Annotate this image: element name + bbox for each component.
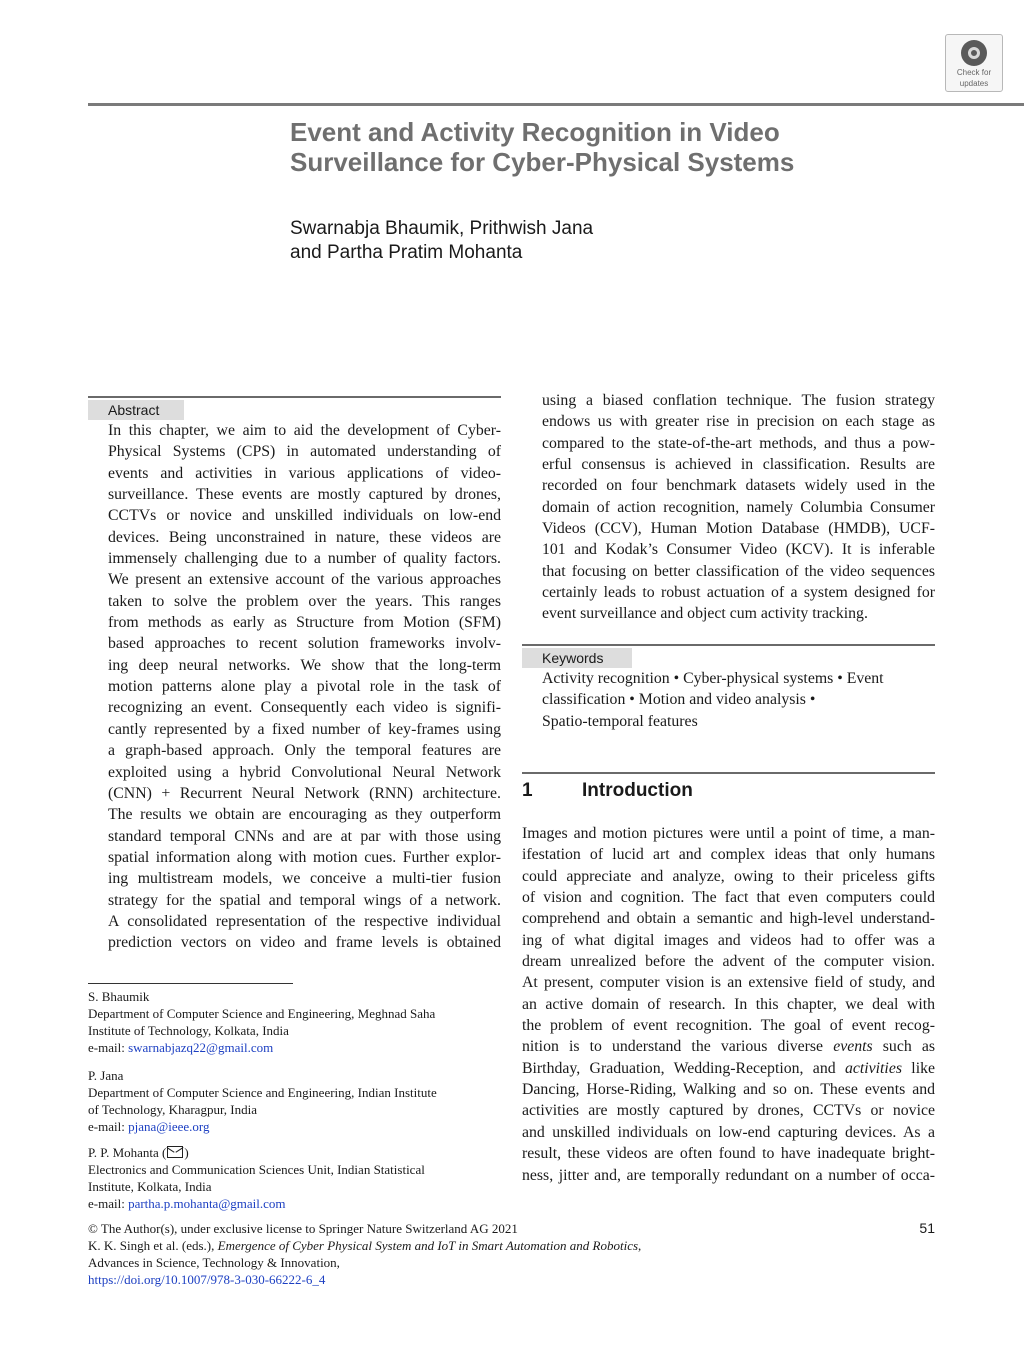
affiliation-dept: Department of Computer Science and Engineering, Meghnad Saha: [88, 1006, 436, 1021]
intro-line: ifestation of lucid art and complex ideas that only humans: [522, 846, 935, 864]
series-line: Advances in Science, Technology & Innovation,: [88, 1255, 340, 1270]
abstract-line: motion patterns alone play a pivotal role in the task of: [108, 678, 501, 696]
affiliation-dept: Department of Computer Science and Engineering, Indian Institute: [88, 1085, 437, 1100]
intro-line: and unskilled individuals on low-end capturing devices. As a: [522, 1123, 935, 1141]
email-link[interactable]: partha.p.mohanta@gmail.com: [128, 1196, 286, 1211]
check-for-updates-badge[interactable]: [945, 34, 1003, 92]
title-line: Surveillance for Cyber-Physical Systems: [290, 147, 795, 177]
email-link[interactable]: swarnabjazq22@gmail.com: [128, 1040, 274, 1055]
abstract-label: Abstract: [88, 400, 184, 420]
intro-line: Birthday, Graduation, Wedding-Reception, and activities like: [522, 1059, 935, 1077]
page-number: 51: [919, 1220, 935, 1236]
book-title: Emergence of Cyber Physical System and IoT in Smart Automation and Robotics: [217, 1238, 639, 1253]
abstract-line: standard temporal CNNs and are at par with those using: [108, 827, 501, 845]
keywords-line: Spatio-temporal features: [542, 712, 698, 730]
keywords-line: Activity recognition • Cyber-physical systems • Event: [542, 670, 884, 687]
abstract-line: taken to solve the problem over the years. This ranges: [108, 592, 501, 610]
abstract-line: endows us with greater rise in precision on each stage as: [542, 413, 935, 431]
affiliation-jana: [88, 1067, 508, 1135]
intro-line: an active domain of research. In this chapter, we deal with: [522, 995, 935, 1013]
abstract-line: a graph-based approach. Only the temporal features are: [108, 742, 501, 760]
keywords-rule: [522, 644, 935, 646]
affiliation-email-line: e-mail: pjana@ieee.org: [88, 1119, 210, 1134]
authors-line: and Partha Pratim Mohanta: [290, 242, 523, 263]
abstract-text-continued: [542, 390, 935, 625]
affiliation-bhaumik: [88, 988, 508, 1056]
abstract-line: compared to the state-of-the-art methods, and thus a pow-: [542, 434, 935, 452]
top-rule: [88, 103, 1024, 106]
affiliation-inst: of Technology, Kharagpur, India: [88, 1102, 257, 1117]
affiliation-name: P. P. Mohanta ( ): [88, 1145, 189, 1160]
emphasis-events: events: [833, 1038, 873, 1056]
title-line: Event and Activity Recognition in Video: [290, 117, 780, 147]
abstract-line: cantly represented by a fixed number of key-frames using: [108, 720, 501, 738]
badge-line1: Check for: [956, 68, 992, 77]
intro-line: nition is to understand the various diverse events such as: [522, 1038, 936, 1056]
affiliation-inst: Institute, Kolkata, India: [88, 1179, 212, 1194]
affiliation-inst: Institute of Technology, Kolkata, India: [88, 1023, 289, 1038]
envelope-icon: [167, 1146, 183, 1158]
keywords-line: classification • Motion and video analysis •: [542, 691, 816, 709]
intro-line: ing of what digital images and videos had to offer was a: [522, 931, 935, 949]
section-number: 1: [522, 780, 533, 801]
introduction-text: [522, 823, 935, 1186]
abstract-line: based approaches to recent solution frameworks involv-: [108, 635, 501, 653]
abstract-line: exploited using a hybrid Convolutional Neural Network: [108, 763, 501, 781]
abstract-line: event surveillance and object cum activity tracking.: [542, 605, 868, 623]
emphasis-activities: activities: [844, 1059, 902, 1077]
intro-line: activities are mostly captured by drones, CCTVs or novice: [522, 1102, 935, 1120]
abstract-line: from methods as early as Structure from Motion (SFM): [108, 614, 501, 632]
abstract-line: domain of action recognition, namely Columbia Consumer: [542, 498, 935, 516]
abstract-line: recorded on four benchmark datasets widely used in the: [542, 477, 935, 495]
abstract-line: spatial information along with motion cues. Further explor-: [108, 848, 501, 866]
abstract-line: that focusing on better classification of the video sequences: [542, 562, 935, 580]
intro-line: Images and motion pictures were until a point of time, a man-: [522, 825, 935, 842]
abstract-line: CCTVs or novice and unskilled individuals on low-end: [108, 507, 501, 525]
section-title: Introduction: [582, 780, 693, 801]
copyright-line: © The Author(s), under exclusive license to Springer Nature Switzerland AG 2021: [88, 1221, 518, 1236]
abstract-line: strategy for the spatial and temporal wings of a network.: [108, 891, 501, 909]
abstract-line: In this chapter, we aim to aid the development of Cyber-: [108, 422, 501, 439]
abstract-line: devices. Being unconstrained in nature, these videos are: [108, 528, 501, 546]
abstract-line: Physical Systems (CPS) in automated understanding of: [108, 443, 501, 461]
abstract-line: using a biased conflation technique. The fusion strategy: [542, 392, 935, 409]
keywords-label: Keywords: [522, 648, 632, 668]
authors: [290, 217, 890, 265]
intro-line: result, these videos are often found to have inadequate bright-: [522, 1145, 935, 1163]
abstract-line: surveillance. These events are mostly captured by drones,: [108, 486, 501, 504]
abstract-line: (CNN) + Recurrent Neural Network (RNN) architecture.: [108, 784, 501, 802]
intro-line: Dancing, Horse-Riding, Walking and so on. These events and: [522, 1081, 935, 1099]
affiliation-name: S. Bhaumik: [88, 989, 150, 1004]
affiliation-email-line: e-mail: partha.p.mohanta@gmail.com: [88, 1196, 286, 1211]
intro-line: could appreciate and analyze, owing to their priceless gifts: [522, 867, 935, 885]
intro-line: ness, jitter and, are temporally redundant on a number of occa-: [522, 1166, 935, 1184]
affiliation-mohanta: [88, 1144, 508, 1212]
abstract-line: The results we obtain are encouraging as they outperform: [108, 806, 501, 824]
footer: [88, 1220, 938, 1288]
doi-link[interactable]: https://doi.org/10.1007/978-3-030-66222-6_4: [88, 1272, 326, 1287]
abstract-line: prediction vectors on video and frame levels is obtained: [108, 934, 501, 952]
abstract-line: A consolidated representation of the respective individual: [108, 912, 501, 930]
intro-line: dream unrealized before the advent of the computer vision.: [522, 953, 935, 971]
email-link[interactable]: pjana@ieee.org: [128, 1119, 210, 1134]
abstract-rule: [88, 396, 501, 398]
abstract-line: certainly leads to robust actuation of a system designed for: [542, 584, 935, 602]
affiliation-name: P. Jana: [88, 1068, 124, 1083]
abstract-line: ing deep neural networks. We show that the long-term: [108, 656, 501, 674]
citation-line: K. K. Singh et al. (eds.), Emergence of Cyber Physical System and IoT in Smart Automation and Robotics,: [88, 1238, 642, 1253]
intro-line: comprehend and obtain a semantic and high-level understand-: [522, 910, 935, 928]
footnote-rule: [88, 983, 293, 984]
abstract-line: recognizing an event. Consequently each video is signifi-: [108, 699, 501, 717]
keywords-list: [542, 668, 942, 732]
abstract-text: [108, 420, 501, 954]
abstract-line: Videos (CCV), Human Motion Database (HMDB), UCF-: [542, 520, 935, 538]
abstract-line: We present an extensive account of the various approaches: [108, 571, 501, 589]
abstract-line: ing multistream models, we conceive a multi-tier fusion: [108, 870, 501, 888]
intro-line: At present, computer vision is an extensive field of study, and: [522, 974, 935, 992]
authors-line: Swarnabja Bhaumik, Prithwish Jana: [290, 218, 594, 239]
intro-line: the problem of event recognition. The goal of event recog-: [522, 1017, 935, 1035]
abstract-line: immensely challenging due to a number of quality factors.: [108, 550, 501, 568]
abstract-line: 101 and Kodak’s Consumer Video (KCV). It is inferable: [542, 541, 935, 559]
abstract-line: events and activities in various applications of video-: [108, 464, 501, 482]
affiliation-email-line: e-mail: swarnabjazq22@gmail.com: [88, 1040, 274, 1055]
section-rule: [522, 772, 935, 774]
paper-title: [290, 117, 930, 177]
abstract-line: erful consensus is achieved in classification. Results are: [542, 456, 935, 474]
badge-line2: updates: [959, 79, 989, 88]
check-updates-icon: [961, 40, 987, 66]
affiliation-dept: Electronics and Communication Sciences Unit, Indian Statistical: [88, 1162, 425, 1177]
intro-line: of vision and cognition. The fact that even computers could: [522, 889, 935, 907]
